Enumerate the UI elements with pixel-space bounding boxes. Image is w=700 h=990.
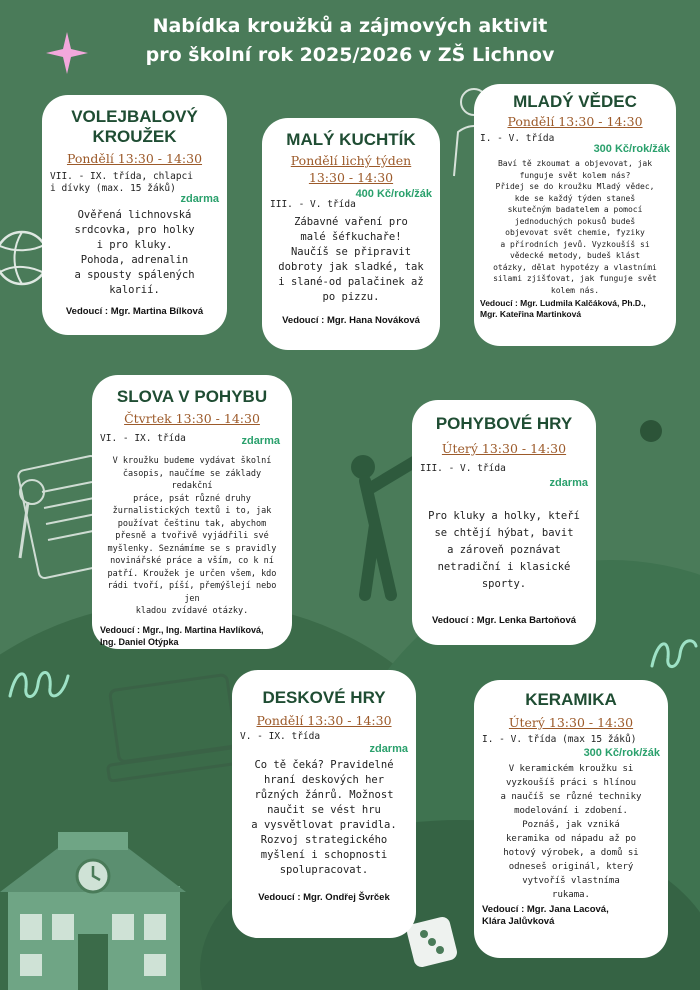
description-line: kolem nás.: [550, 285, 600, 295]
description-line: časopis, naučíme se základy redakční: [122, 468, 262, 491]
card-price: 400 Kč/rok/žák: [355, 188, 432, 200]
description-line: dobroty jak sladké, tak: [278, 261, 424, 273]
description-line: kladou zvídavé otázky.: [135, 606, 249, 616]
description-line: přesně a tvořivě vyjádřili své: [115, 531, 269, 541]
description-line: práce, psát různé druhy: [133, 493, 251, 504]
description-line: a naučíš se různé techniky: [500, 792, 642, 802]
description-line: různých žánrů. Možnost: [254, 789, 394, 801]
description-line: a zároveň poznávat: [447, 544, 561, 556]
description-line: sporty.: [481, 578, 527, 590]
description-line: Co tě čeká? Pravidelné: [254, 759, 394, 771]
description-line: rádi tvoří, píší, přemýšlejí nebo jen: [107, 581, 277, 604]
description-line: odneseš originál, který: [508, 862, 634, 872]
card-volleyball: [42, 95, 227, 335]
spiral-icon: [6, 666, 76, 706]
card-price: zdarma: [369, 743, 408, 755]
card-leader: Mgr. Kateřina Martinková: [480, 309, 582, 319]
description-line: a spousty spálených: [74, 269, 195, 281]
description-line: Pohoda, adrenalin: [80, 254, 189, 266]
card-ceramics: [474, 680, 668, 958]
card-title: POHYBOVÉ HRY: [435, 414, 573, 433]
description-line: kalorií.: [109, 284, 160, 296]
card-description: [240, 758, 408, 878]
card-time: Úterý 13:30 - 14:30: [508, 715, 634, 730]
card-title: VOLEJBALOVÝ: [71, 107, 198, 126]
description-line: malé šéfkuchaře!: [300, 231, 402, 243]
description-line: myšlenky. Seznámíme se s pravidly: [107, 543, 277, 554]
description-line: Rozvoj strategického: [260, 834, 388, 846]
description-line: skutečným badatelem a pomocí: [507, 205, 643, 214]
card-leader: Vedoucí : Mgr. Lenka Bartoňová: [431, 615, 577, 626]
card-description: [100, 455, 284, 618]
card-leader: Klára Jalůvková: [482, 916, 555, 927]
card-time: Čtvrtek 13:30 - 14:30: [124, 411, 260, 426]
description-line: modelování i zdobení.: [514, 806, 628, 816]
card-grade: VI. - IX. třída: [100, 433, 186, 444]
card-board-games: [232, 670, 416, 938]
card-grade: III. - V. třída: [270, 199, 356, 210]
description-line: Pro kluky a holky, kteří: [428, 510, 580, 522]
description-line: silami zjišťovat, jak funguje svět: [493, 274, 657, 283]
description-line: myšlení i schopnosti: [260, 849, 388, 861]
card-title: SLOVA V POHYBU: [116, 387, 268, 406]
card-description: [270, 215, 432, 305]
card-grade: I. - V. třída: [480, 133, 555, 144]
description-line: jednoduchých pokusů budeš: [514, 216, 636, 226]
description-line: vytvoříš vlastníma: [522, 876, 620, 886]
description-line: spolupracovat.: [279, 864, 369, 876]
description-line: se chtějí hýbat, bavit: [434, 527, 574, 539]
card-grade: V. - IX. třída: [240, 731, 321, 742]
card-title: KROUŽEK: [92, 127, 177, 146]
card-time: Pondělí 13:30 - 14:30: [66, 151, 203, 166]
card-young-scientist: [474, 84, 676, 346]
card-title: DESKOVÉ HRY: [262, 688, 386, 707]
description-line: V kroužku budeme vydávat školní: [112, 456, 272, 466]
description-line: vědecké metody, budeš klást: [509, 251, 641, 260]
page-title-line: Nabídka kroužků a zájmových aktivit: [152, 15, 548, 37]
description-line: i slané-od palačinek až: [278, 276, 424, 288]
card-price: zdarma: [549, 477, 588, 489]
card-leader: Vedoucí : Mgr. Hana Nováková: [282, 315, 420, 326]
description-line: patří. Kroužek je určen všem, kdo: [107, 568, 277, 579]
card-description: [482, 762, 660, 902]
description-line: rukama.: [552, 890, 590, 900]
card-grade: I. - V. třída (max 15 žáků): [482, 734, 637, 745]
description-line: Zábavné vaření pro: [294, 216, 408, 228]
card-leader: Vedoucí : Mgr. Jana Lacová,: [482, 904, 609, 915]
card-price: 300 Kč/rok/žák: [593, 143, 670, 155]
card-grade: VII. - IX. třída, chlapci: [50, 171, 193, 182]
card-title: KERAMIKA: [525, 690, 617, 709]
description-line: V keramickém kroužku si: [508, 764, 634, 774]
card-grade: III. - V. třída: [420, 463, 506, 474]
page-title-line: pro školní rok 2025/2026 v ZŠ Lichnov: [145, 44, 555, 66]
description-line: novinářské práce a vším, co k ní: [110, 556, 274, 566]
card-leader: Ing. Daniel Otýpka: [100, 636, 179, 647]
card-price: 300 Kč/rok/žák: [583, 747, 660, 759]
card-leader: Vedoucí : Mgr. Ludmila Kalčáková, Ph.D.,: [480, 298, 646, 308]
description-line: Poznáš, jak vzniká: [522, 820, 620, 830]
card-description: [480, 158, 670, 296]
card-movement-games: [412, 400, 596, 645]
spiral-icon: [648, 636, 700, 676]
card-title: MLADÝ VĚDEC: [513, 92, 637, 111]
card-price: zdarma: [180, 193, 219, 205]
description-line: používat češtinu tak, abychom: [117, 518, 267, 529]
description-line: naučit se vést hru: [267, 804, 381, 816]
card-time: 13:30 - 14:30: [308, 170, 394, 185]
description-line: vyzkoušíš práci s hlínou: [505, 778, 637, 788]
description-line: Přidej se do kroužku Mladý vědec,: [495, 182, 655, 191]
description-line: keramika od nápadu až po: [505, 834, 637, 844]
card-time: Pondělí 13:30 - 14:30: [507, 114, 643, 129]
card-price: zdarma: [241, 435, 280, 447]
description-line: Baví tě zkoumat a objevovat, jak: [497, 159, 653, 168]
description-line: žurnalistických textů i to, jak: [112, 506, 272, 516]
description-line: Naučíš se připravit: [290, 246, 412, 258]
description-line: a přírodních jevů. Vyzkoušíš si: [500, 239, 650, 249]
decor-dot: [640, 420, 662, 442]
description-line: hotový výrobek, a domů si: [503, 848, 639, 858]
description-line: otázky, dělat hypotézy a vlastními: [493, 262, 657, 272]
description-line: po pizzu.: [322, 291, 380, 303]
description-line: hraní deskových her: [263, 774, 385, 786]
card-time: Pondělí 13:30 - 14:30: [256, 713, 392, 728]
description-line: srdcovka, pro holky: [74, 224, 195, 236]
card-leader: Vedoucí : Mgr. Ondřej Švrček: [258, 892, 390, 903]
laptop-icon: [100, 672, 250, 782]
description-line: funguje svět kolem nás?: [519, 170, 631, 180]
card-leader: Vedoucí : Mgr. Martina Bílková: [65, 306, 204, 317]
description-line: netradiční i klasické: [437, 561, 571, 573]
card-title: MALÝ KUCHTÍK: [286, 130, 416, 149]
card-grade: i dívky (max. 15 žáků): [50, 183, 176, 194]
description-line: kde se každý týden staneš: [514, 193, 636, 203]
description-line: i pro kluky.: [96, 239, 173, 251]
card-little-cook: [262, 118, 440, 350]
school-building-icon: [0, 822, 186, 990]
card-description: [50, 208, 219, 298]
description-line: a vysvětlovat pravidla.: [251, 819, 397, 831]
card-leader: Vedoucí : Mgr., Ing. Martina Havlíková,: [100, 624, 264, 635]
description-line: objevovat svět chemie, fyziky: [505, 228, 645, 237]
card-description: [420, 508, 588, 593]
description-line: Ověřená lichnovská: [77, 209, 192, 221]
card-time: Pondělí lichý týden: [290, 153, 412, 168]
card-time: Úterý 13:30 - 14:30: [441, 441, 567, 456]
card-words-in-motion: [92, 375, 292, 649]
page-title: [0, 12, 700, 70]
